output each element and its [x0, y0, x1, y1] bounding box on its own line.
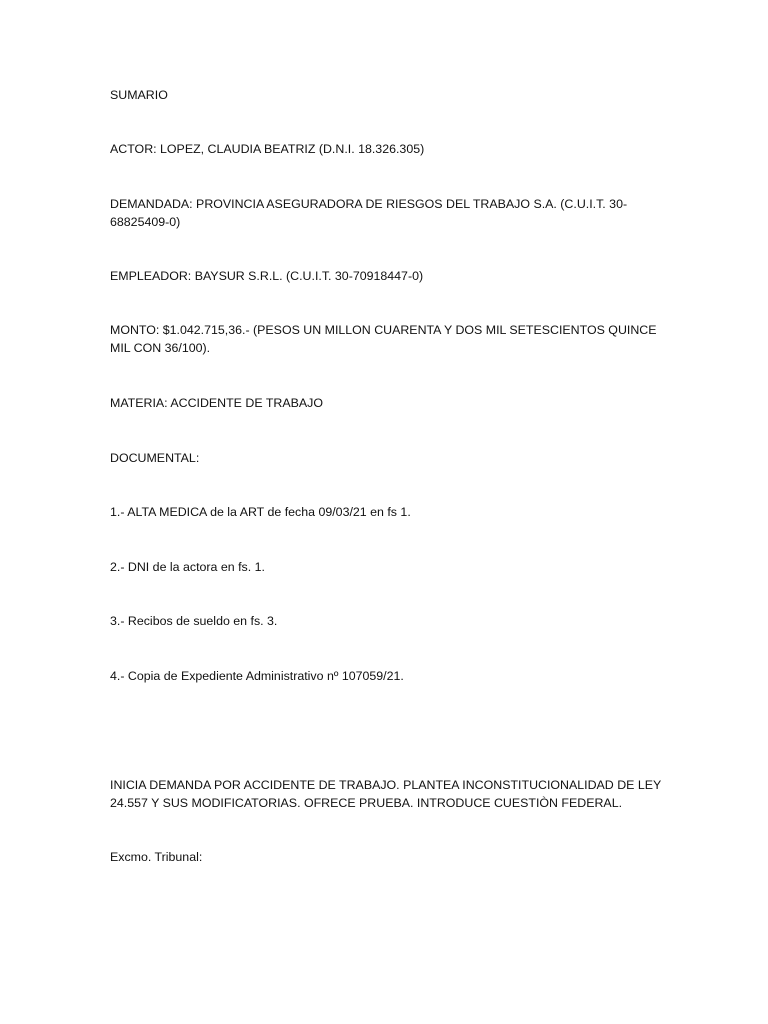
salutation: Excmo. Tribunal:	[110, 850, 203, 864]
monto-line: MONTO: $1.042.715,36.- (PESOS UN MILLON CUARENTA Y DOS MIL SETESCIENTOS QUINCE MIL CON 36/100).	[110, 323, 657, 355]
empleador-line: EMPLEADOR: BAYSUR S.R.L. (C.U.I.T. 30-70918447-0)	[110, 269, 424, 283]
documental-heading: DOCUMENTAL:	[110, 451, 200, 465]
actor-line: ACTOR: LOPEZ, CLAUDIA BEATRIZ (D.N.I. 18.326.305)	[110, 142, 425, 156]
documental-item: 3.- Recibos de sueldo en fs. 3.	[110, 614, 278, 628]
documental-item: 4.- Copia de Expediente Administrativo nº 107059/21.	[110, 669, 404, 683]
demandada-line: DEMANDADA: PROVINCIA ASEGURADORA DE RIESGOS DEL TRABAJO S.A. (C.U.I.T. 30-68825409-0)	[110, 197, 628, 229]
document-heading: SUMARIO	[110, 88, 168, 102]
inicia-demanda-paragraph: INICIA DEMANDA POR ACCIDENTE DE TRABAJO. PLANTEA INCONSTITUCIONALIDAD DE LEY 24.557 Y SUS MODIFICATORIAS. OFRECE PRUEBA. INTRODUCE CUESTIÒN FEDERAL.	[110, 778, 662, 810]
documental-item: 1.- ALTA MEDICA de la ART de fecha 09/03/21 en fs 1.	[110, 505, 411, 519]
materia-line: MATERIA: ACCIDENTE DE TRABAJO	[110, 396, 323, 410]
documental-item: 2.- DNI de la actora en fs. 1.	[110, 560, 265, 574]
